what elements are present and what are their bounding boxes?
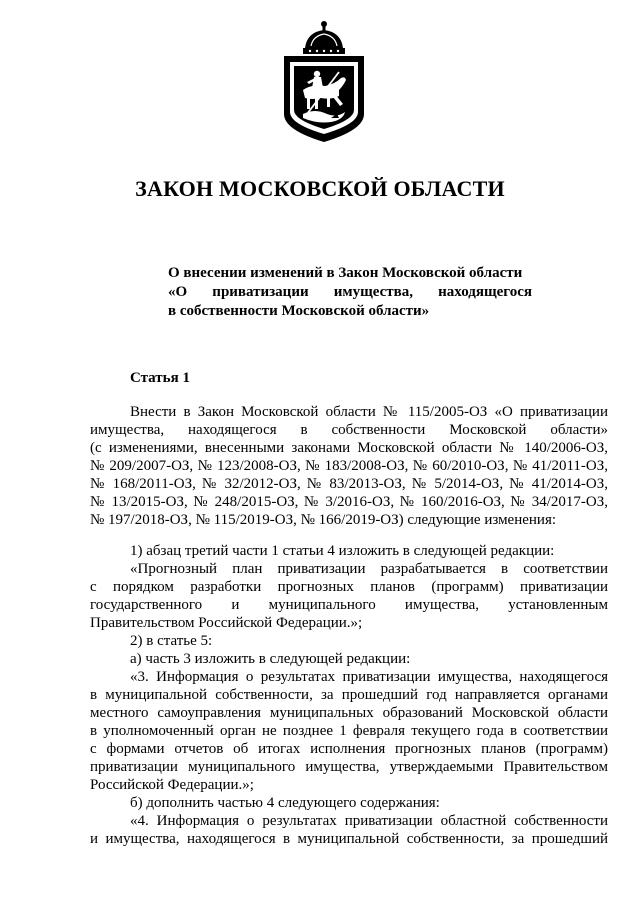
subject-line: «О приватизации имущества, находящегося — [168, 284, 532, 300]
text-line: № 197/2018-ОЗ, № 115/2019-ОЗ, № 166/2019-ОЗ) следующие изменения: — [90, 512, 557, 528]
text-line: с формами отчетов об итогах исполнения прогнозных планов (программ) — [90, 741, 608, 757]
article-amendments — [90, 542, 608, 848]
text-line: «3. Информация о результатах приватизации имущества, находящегося — [130, 669, 608, 685]
text-line: № 209/2007-ОЗ, № 123/2008-ОЗ, № 183/2008-ОЗ, № 60/2010-ОЗ, № 41/2011-ОЗ, — [90, 458, 608, 474]
subject-line: в собственности Московской области» — [168, 303, 430, 319]
text-line: 2) в статье 5: — [130, 633, 213, 649]
text-line: а) часть 3 изложить в следующей редакции: — [130, 651, 411, 667]
article-intro — [90, 403, 608, 529]
text-line: (с изменениями, внесенными законами Московской области № 140/2006-ОЗ, — [90, 440, 608, 456]
text-line: местного самоуправления муниципальных образований Московской области — [90, 705, 608, 721]
text-line: Российской Федерации.»; — [90, 777, 254, 793]
subject-line: О внесении изменений в Закон Московской области — [168, 265, 523, 281]
text-line: в муниципальной собственности, за прошедший год направляется органами — [90, 687, 608, 703]
text-line: приватизации муниципального имущества, утверждаемыми Правительством — [90, 759, 608, 775]
text-line: № 168/2011-ОЗ, № 32/2012-ОЗ, № 83/2013-ОЗ, № 5/2014-ОЗ, № 41/2014-ОЗ, — [90, 476, 608, 492]
text-line: «Прогнозный план приватизации разрабатывается в соответствии — [130, 561, 608, 577]
text-line: и имущества, находящегося в муниципальной собственности, за прошедший — [90, 831, 608, 847]
text-line: 1) абзац третий части 1 статьи 4 изложить в следующей редакции: — [130, 543, 555, 559]
article-heading: Статья 1 — [130, 370, 190, 386]
text-line: № 13/2015-ОЗ, № 248/2015-ОЗ, № 3/2016-ОЗ, № 160/2016-ОЗ, № 34/2017-ОЗ, — [90, 494, 608, 510]
moscow-oblast-coat-of-arms-icon — [281, 18, 367, 144]
text-line: с порядком разработки прогнозных планов (программ) приватизации — [90, 579, 608, 595]
text-line: государственного и муниципального имущества, установленным — [90, 597, 608, 613]
text-line: «4. Информация о результатах приватизации областной собственности — [130, 813, 608, 829]
text-line: в уполномоченный орган не позднее 1 февраля текущего года в соответствии — [90, 723, 608, 739]
law-title: ЗАКОН МОСКОВСКОЙ ОБЛАСТИ — [135, 176, 505, 201]
text-line: Правительством Российской Федерации.»; — [90, 615, 363, 631]
text-line: имущества, находящегося в собственности Московской области» — [90, 422, 608, 438]
text-line: Внести в Закон Московской области № 115/2005-ОЗ «О приватизации — [130, 404, 608, 420]
law-subject — [168, 264, 532, 321]
text-line: б) дополнить частью 4 следующего содержания: — [130, 795, 440, 811]
